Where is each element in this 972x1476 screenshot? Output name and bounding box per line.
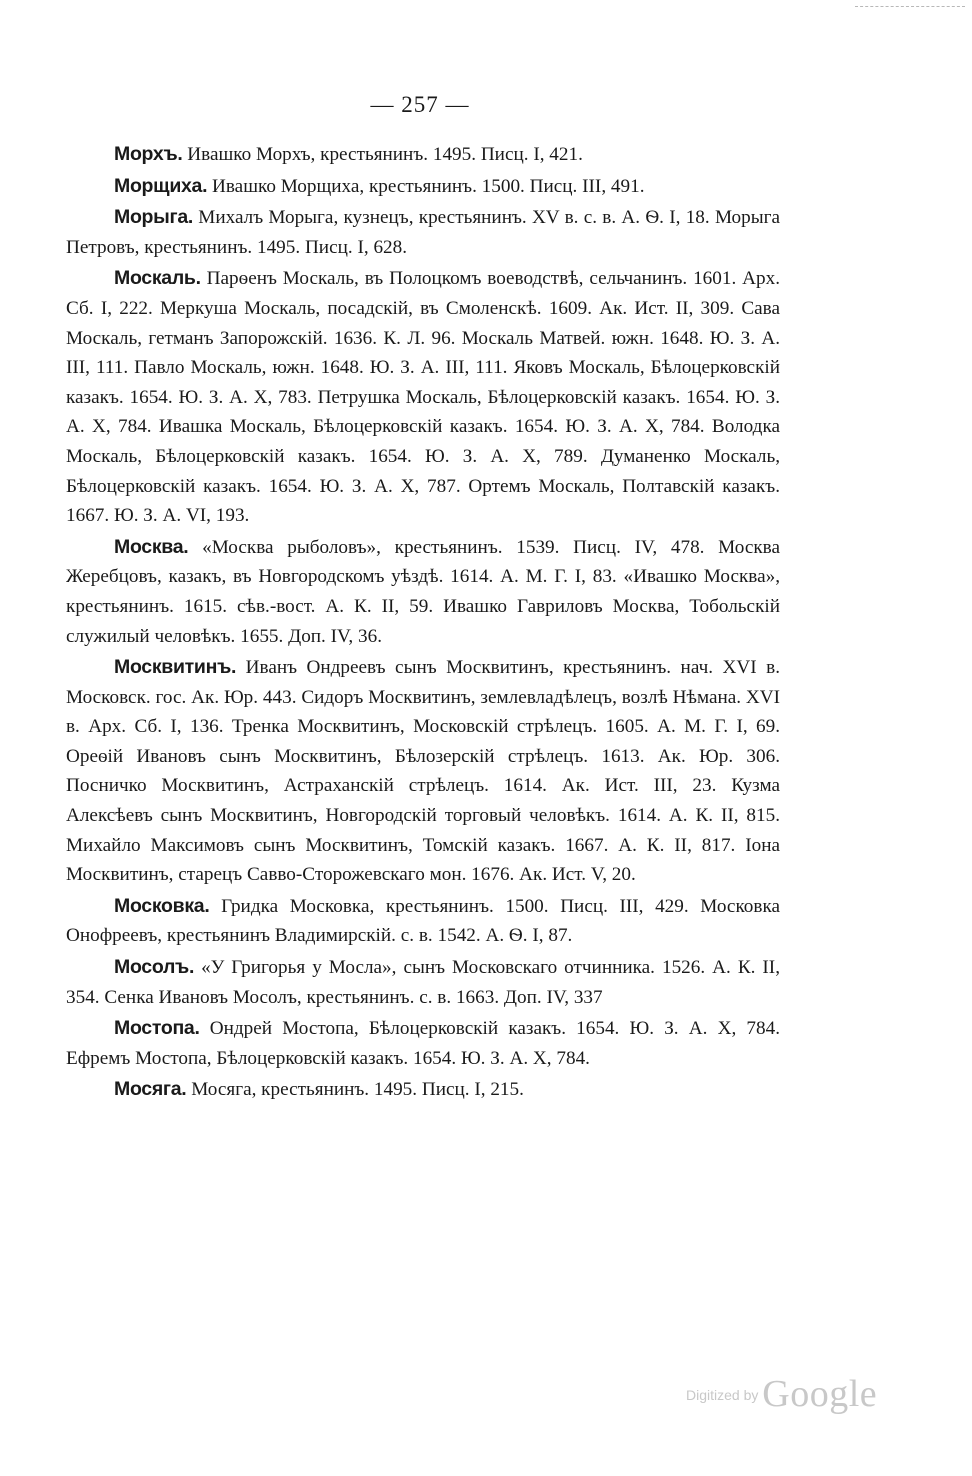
entry-headword: Москва. [114, 535, 189, 558]
entry-headword: Москаль. [114, 267, 201, 290]
entry-moryga [66, 203, 780, 262]
entry-moskva [66, 533, 780, 651]
top-edge-rule [855, 6, 965, 7]
entry-body: Мосяга, крестьянинъ. 1495. Писц. I, 215. [186, 1079, 524, 1101]
watermark-prefix: Digitized by [686, 1387, 763, 1403]
entry-body: Гридка Московка, крестьянинъ. 1500. Писц. III, 429. Московка Онофреевъ, крестьянинъ Владимирскій. с. в. 1542. А. Ѳ. I, 87. [66, 895, 780, 947]
entry-morkh [66, 140, 780, 170]
entry-mosol [66, 953, 780, 1012]
entry-body: Ондрей Мостопа, Бѣлоцерковскій казакъ. 1654. Ю. З. А. X, 784. Ефремъ Мостопа, Бѣлоцерковскій казакъ. 1654. Ю. З. А. X, 784. [66, 1018, 780, 1069]
entry-mosyaga [66, 1075, 780, 1105]
entry-body: Парѳенъ Москаль, въ Полоцкомъ воеводствѣ, сельчанинъ. 1601. Арх. Сб. I, 222. Меркуша Москаль, посадскій, въ Смоленскѣ. 1609. Ак. Ист. II, 309. Сава Москаль, гетманъ Запорожскій. 1636. К. Л. 96. Москаль Матвей. южн. 1648. Ю. З. А. III, 111. Павло Москаль, южн. 1648. Ю. З. А. III, 111. Яковъ Москаль, Бѣлоцерковскій казакъ. 1654. Ю. З. А. X, 783. Петрушка Москаль, Бѣлоцерковскій казакъ. 1654. Ю. З. А. X, 784. Ивашка Москаль, Бѣлоцерковскій казакъ. 1654. Ю. З. А. X, 784. Володка Москаль, Бѣлоцерковскій казакъ. 1654. Ю. З. А. X, 789. Думаненко Москаль, Бѣлоцерковскій казакъ. 1654. Ю. З. А. X, 787. Ортемъ Москаль, Полтавскій казакъ. 1667. Ю. З. А. VI, 193. [66, 268, 780, 527]
entry-body: «Москва рыболовъ», крестьянинъ. 1539. Писц. IV, 478. Москва Жеребцовъ, казакъ, въ Новгородскомъ уѣздѣ. 1614. А. М. Г. I, 83. «Ивашко Москва», крестьянинъ. 1615. сѣв.-вост. А. К. II, 59. Ивашко Гавриловъ Москва, Тобольскій служилый человѣкъ. 1655. Доп. IV, 36. [66, 536, 780, 647]
entry-headword: Морыга. [114, 206, 194, 229]
entry-body: «У Григорья у Мосла», сынъ Московскаго отчинника. 1526. А. К. II, 354. Сенка Ивановъ Мосолъ, крестьянинъ. с. в. 1663. Доп. IV, 337 [66, 957, 780, 1008]
entry-body: Ивашко Морхъ, крестьянинъ. 1495. Писц. I, 421. [182, 144, 583, 165]
entry-moskal [66, 264, 780, 530]
entry-headword: Москвитинъ. [114, 656, 237, 679]
entry-body: Иванъ Ондреевъ сынъ Москвитинъ, крестьянинъ. нач. XVI в. Московск. гос. Ак. Юр. 443. Сидоръ Москвитинъ, землевладѣлецъ, возлѣ Нѣмана. XVI в. Арх. Сб. I, 136. Тренка Москвитинъ, Московскій стрѣлецъ. 1605. А. М. Г. I, 69. Ореѳій Ивановъ сынъ Москвитинъ, Бѣлозерскій стрѣлецъ. 1613. Ак. Юр. 306. Посничко Москвитинъ, Астраханскій стрѣлецъ. 1614. Ак. Ист. III, 23. Кузма Алексѣевъ сынъ Москвитинъ, Новгородскій торговый человѣкъ. 1614. А. К. II, 815. Михайло Максимовъ сынъ Москвитинъ, Томскій казакъ. 1667. А. К. II, 817. Іона Москвитинъ, старецъ Савво-Сторожевскаго мон. 1676. Ак. Ист. V, 20. [66, 657, 780, 886]
entry-body: Михалъ Морыга, кузнецъ, крестьянинъ. XV в. с. в. А. Ѳ. I, 18. Морыга Петровъ, крестьянинъ. 1495. Писц. I, 628. [66, 207, 780, 258]
dictionary-text [66, 140, 780, 1107]
entry-headword: Московка. [114, 894, 210, 917]
entry-headword: Морхъ. [114, 143, 183, 165]
entry-morshchikha [66, 172, 780, 202]
google-digitized-watermark [686, 1372, 896, 1416]
entry-moskovka [66, 892, 780, 951]
entry-headword: Морщиха. [114, 174, 208, 197]
entry-mostopa [66, 1014, 780, 1073]
entry-headword: Мосяга. [114, 1078, 187, 1101]
google-logo-text: Google [762, 1373, 878, 1415]
page-number: — 257 — [370, 92, 470, 117]
entry-headword: Мостопа. [114, 1017, 200, 1040]
entry-moskvitin [66, 653, 780, 890]
entry-body: Ивашко Морщиха, крестьянинъ. 1500. Писц. III, 491. [207, 175, 645, 197]
entry-headword: Мосолъ. [114, 956, 195, 979]
